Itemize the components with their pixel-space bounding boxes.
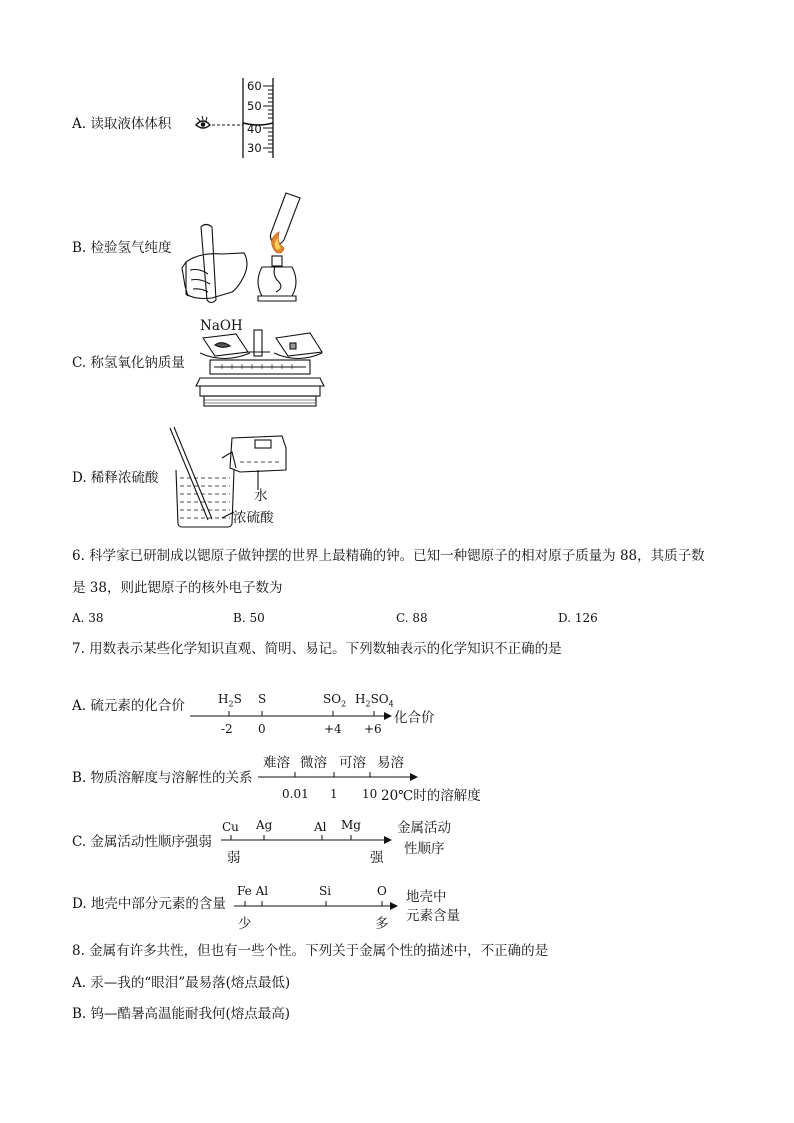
q6-stem-line1: 6. 科学家已研制成以锶原子做钟摆的世界上最精确的钟。已知一种锶原子的相对原子质量为 88，其质子数 xyxy=(72,548,705,564)
q7a-top-h2s: $H_2S$ xyxy=(218,692,242,709)
q7b-top-insoluble: 难溶 xyxy=(263,755,290,771)
acid-label: 浓硫酸 xyxy=(233,510,274,526)
q7d-top-o: O xyxy=(377,884,387,898)
q7b-bottom-10: 10 xyxy=(362,787,378,801)
q6-option-d: D. 126 xyxy=(558,611,598,625)
q7c-top-cu: Cu xyxy=(222,820,239,834)
water-label: 水 xyxy=(254,488,268,504)
q7b-bottom-1: 1 xyxy=(330,787,338,801)
q7-stem: 7. 用数表示某些化学知识直观、简明、易记。下列数轴表示的化学知识不正确的是 xyxy=(72,641,562,657)
q7d-low: 少 xyxy=(238,916,252,932)
q7c-top-al: Al xyxy=(314,820,327,834)
q7d-axis-label-1: 地壳中 xyxy=(406,889,447,905)
q7c-axis-label-2: 性顺序 xyxy=(404,841,445,857)
q6-stem-line2: 是 38，则此锶原子的核外电子数为 xyxy=(72,580,283,596)
q7-option-a-label: A. 硫元素的化合价 xyxy=(72,698,185,714)
q7a-top-h2so4: $H_2SO_4$ xyxy=(355,692,394,709)
cylinder-tick-40: 40 xyxy=(247,122,262,136)
q7a-axis-label: 化合价 xyxy=(394,710,435,726)
q7b-bottom-001: 0.01 xyxy=(282,787,309,801)
q8-stem: 8. 金属有许多共性，但也有一些个性。下列关于金属个性的描述中，不正确的是 xyxy=(72,943,549,959)
q6-option-b: B. 50 xyxy=(233,611,265,625)
cylinder-tick-30: 30 xyxy=(247,141,262,155)
q7b-top-soluble: 可溶 xyxy=(339,755,366,771)
q7-option-c-label: C. 金属活动性顺序强弱 xyxy=(72,834,212,850)
q8-option-a: A. 汞—我的“眼泪”最易落(熔点最低) xyxy=(72,975,291,991)
q7a-bottom-plus4: +4 xyxy=(324,722,342,736)
q7d-top-si: Si xyxy=(319,884,332,898)
q5-option-d-label: D. 稀释浓硫酸 xyxy=(72,470,159,486)
cylinder-tick-50: 50 xyxy=(247,99,262,113)
cylinder-tick-60: 60 xyxy=(247,79,262,93)
q5-option-b-label: B. 检验氢气纯度 xyxy=(72,240,172,256)
q6-option-a: A. 38 xyxy=(72,611,104,625)
q7a-top-s: S xyxy=(258,692,267,706)
q7a-bottom-0: 0 xyxy=(258,722,266,736)
q7-option-d-label: D. 地壳中部分元素的含量 xyxy=(72,896,226,912)
q7b-top-easily: 易溶 xyxy=(377,755,404,771)
q7-option-b-label: B. 物质溶解度与溶解性的关系 xyxy=(72,770,253,786)
q7c-top-mg: Mg xyxy=(341,818,361,832)
q7b-top-slightly: 微溶 xyxy=(300,755,327,771)
q7b-axis-label: 20℃时的溶解度 xyxy=(381,788,481,804)
q7d-top-fe-al: Fe Al xyxy=(237,884,269,898)
q7c-low: 弱 xyxy=(227,850,241,866)
q7c-high: 强 xyxy=(370,850,384,866)
q7c-axis-label-1: 金属活动 xyxy=(397,820,451,836)
naoh-label: NaOH xyxy=(200,318,243,334)
q7c-top-ag: Ag xyxy=(256,818,273,832)
q8-option-b: B. 钨—酷暑高温能耐我何(熔点最高) xyxy=(72,1006,291,1022)
q7a-bottom-plus6: +6 xyxy=(364,722,382,736)
q7d-high: 多 xyxy=(375,916,389,932)
q7d-axis-label-2: 元素含量 xyxy=(406,908,460,924)
q7a-bottom-neg2: -2 xyxy=(221,722,233,736)
q5-option-c-label: C. 称氢氧化钠质量 xyxy=(72,355,185,371)
q7a-top-so2: $SO_2$ xyxy=(323,692,347,709)
q5-option-a-label: A. 读取液体体积 xyxy=(72,116,172,132)
q6-option-c: C. 88 xyxy=(396,611,428,625)
